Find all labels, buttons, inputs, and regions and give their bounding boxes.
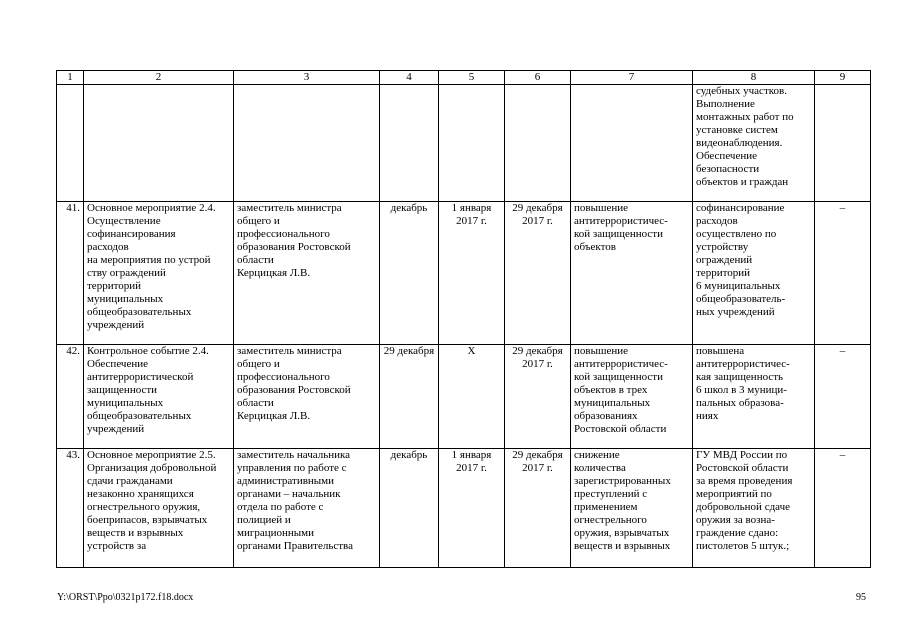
planned-date [380, 85, 439, 202]
actual-result: повышена антитеррористичес- кая защищенность 6 школ в 3 муници- пальных образова- ниях [693, 345, 815, 449]
footer-file-path: Y:\ORST\Ppo\0321p172.f18.docx [57, 592, 194, 603]
responsible-person [234, 85, 380, 202]
col-header-4: 4 [380, 71, 439, 85]
activity-name: Основное мероприятие 2.5. Организация добровольной сдачи гражданами незаконно хранящихся огнестрельного оружия, боеприпасов, взрывчатых веществ и взрывных устройств за [84, 449, 234, 568]
expected-result: повышение антитеррористичес- кой защищенности объектов в трех муниципальных образованиях Ростовской области [571, 345, 693, 449]
actual-result: судебных участков. Выполнение монтажных работ по установке систем видеонаблюдения. Обеспечение безопасности объектов и граждан [693, 85, 815, 202]
col-header-6: 6 [505, 71, 571, 85]
notes: – [815, 449, 871, 568]
notes [815, 85, 871, 202]
activity-name [84, 85, 234, 202]
actual-result: ГУ МВД России по Ростовской области за время проведения мероприятий по добровольной сдаче оружия за возна- граждение сдано: пистолетов 5 штук.; [693, 449, 815, 568]
table-row [57, 85, 871, 202]
start-date: 1 января 2017 г. [439, 449, 505, 568]
table-row [57, 345, 871, 449]
expected-result: повышение антитеррористичес- кой защищенности объектов [571, 202, 693, 345]
planned-date: декабрь [380, 202, 439, 345]
end-date: 29 декабря 2017 г. [505, 345, 571, 449]
col-header-8: 8 [693, 71, 815, 85]
notes: – [815, 202, 871, 345]
header-row [57, 71, 871, 85]
row-number: 42. [57, 345, 84, 449]
col-header-1: 1 [57, 71, 84, 85]
actual-result: софинансирование расходов осуществлено по устройству ограждений территорий 6 муниципальных общеобразователь- ных учреждений [693, 202, 815, 345]
planned-date: декабрь [380, 449, 439, 568]
activity-name: Контрольное событие 2.4. Обеспечение антитеррористической защищенности муниципальных общеобразовательных учреждений [84, 345, 234, 449]
responsible-person: заместитель министра общего и профессионального образования Ростовской области Керцицкая Л.В. [234, 202, 380, 345]
table-row [57, 449, 871, 568]
start-date: 1 января 2017 г. [439, 202, 505, 345]
end-date: 29 декабря 2017 г. [505, 202, 571, 345]
activity-name: Основное мероприятие 2.4. Осуществление софинансирования расходов на мероприятия по устрой ству ограждений территорий муниципальных общеобразовательных учреждений [84, 202, 234, 345]
col-header-3: 3 [234, 71, 380, 85]
end-date [505, 85, 571, 202]
row-number: 43. [57, 449, 84, 568]
start-date [439, 85, 505, 202]
planned-date: 29 декабря [380, 345, 439, 449]
table-row [57, 202, 871, 345]
col-header-9: 9 [815, 71, 871, 85]
start-date: Х [439, 345, 505, 449]
page-number: 95 [856, 592, 866, 603]
document-table [56, 70, 871, 568]
col-header-5: 5 [439, 71, 505, 85]
row-number [57, 85, 84, 202]
end-date: 29 декабря 2017 г. [505, 449, 571, 568]
expected-result: снижение количества зарегистрированных преступлений с применением огнестрельного оружия, взрывчатых веществ и взрывных [571, 449, 693, 568]
notes: – [815, 345, 871, 449]
responsible-person: заместитель начальника управления по работе с административными органами – начальник отдела по работе с полицией и миграционными органами Правительства [234, 449, 380, 568]
responsible-person: заместитель министра общего и профессионального образования Ростовской области Керцицкая Л.В. [234, 345, 380, 449]
expected-result [571, 85, 693, 202]
col-header-7: 7 [571, 71, 693, 85]
col-header-2: 2 [84, 71, 234, 85]
row-number: 41. [57, 202, 84, 345]
